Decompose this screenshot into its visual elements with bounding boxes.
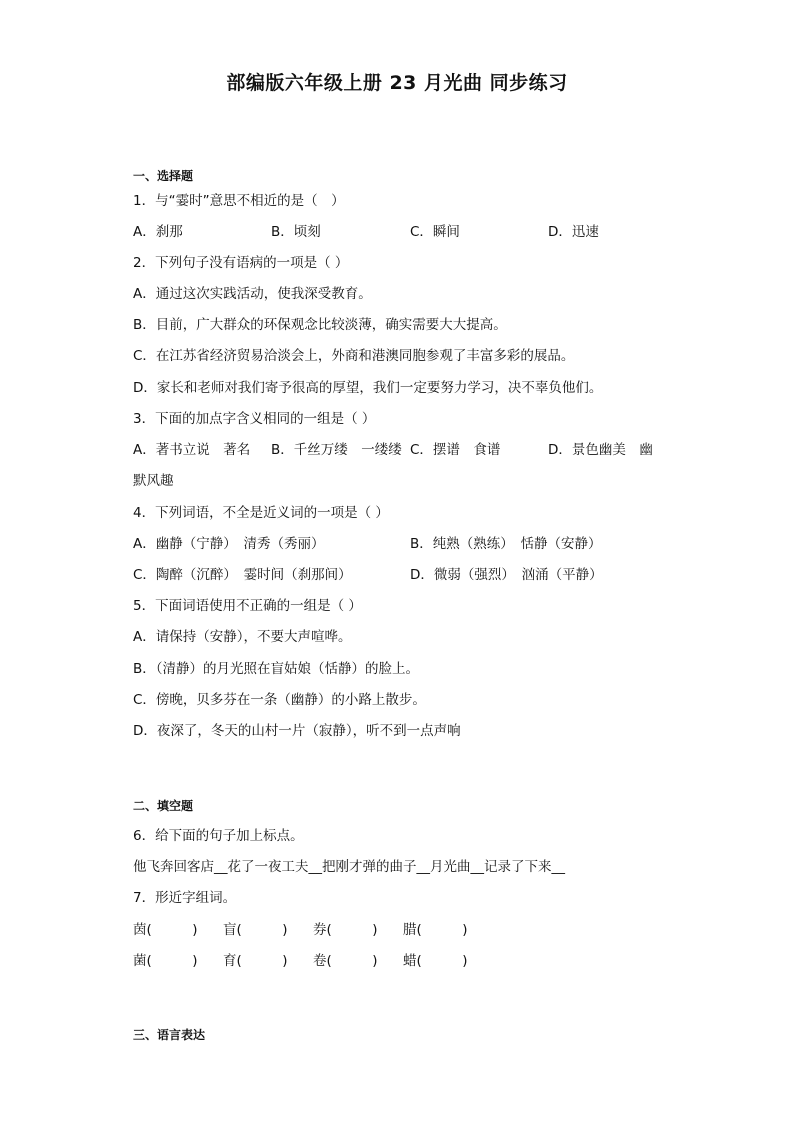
question-4-option-a: A．幽静（宁静） 清秀（秀丽）	[133, 536, 325, 552]
question-7-row1-item1: 茵( )	[133, 922, 198, 938]
question-3-option-a: A．著书立说 著名	[133, 442, 251, 458]
question-2-option-a: A．通过这次实践活动，使我深受教育。	[133, 286, 372, 302]
question-4-option-c: C．陶醉（沉醉） 霎时间（刹那间）	[133, 567, 352, 583]
question-1-option-b: B．顷刻	[271, 224, 321, 240]
question-7-row2-item2: 育( )	[223, 953, 288, 969]
question-2-stem: 2．下列句子没有语病的一项是（ ）	[133, 255, 349, 271]
question-3-option-d-continued: 默风趣	[133, 473, 174, 489]
question-1-option-d: D．迅速	[548, 224, 599, 240]
question-4-stem: 4．下列词语，不全是近义词的一项是（ ）	[133, 505, 389, 521]
question-7-stem: 7．形近字组词。	[133, 890, 237, 906]
question-3-option-c: C．摆谱 食谱	[410, 442, 501, 458]
document-title: 部编版六年级上册 23 月光曲 同步练习	[226, 72, 568, 94]
question-7-row2-item4: 蜡( )	[403, 953, 468, 969]
question-2-option-c: C．在江苏省经济贸易洽淡会上，外商和港澳同胞参观了丰富多彩的展品。	[133, 348, 575, 364]
question-3-option-b: B．千丝万缕 一缕缕	[271, 442, 402, 458]
question-7-row1-item3: 券( )	[313, 922, 378, 938]
question-6-sentence: 他飞奔回客店__花了一夜工夫__把刚才弹的曲子__月光曲__记录了下来__	[133, 859, 565, 875]
question-7-row2-item1: 菌( )	[133, 953, 198, 969]
question-7-row1-item2: 盲( )	[223, 922, 288, 938]
question-5-stem: 5．下面词语使用不正确的一组是（ ）	[133, 598, 362, 614]
question-2-option-d: D．家长和老师对我们寄予很高的厚望，我们一定要努力学习，决不辜负他们。	[133, 380, 603, 396]
section-title-choice: 一、选择题	[133, 169, 194, 183]
question-7-row1-item4: 腊( )	[403, 922, 468, 938]
question-7-row2-item3: 卷( )	[313, 953, 378, 969]
question-1-stem: 1．与“霎时”意思不相近的是（ ）	[133, 193, 345, 209]
question-2-option-b: B．目前，广大群众的环保观念比较淡薄，确实需要大大提高。	[133, 317, 507, 333]
section-title-fill-in: 二、填空题	[133, 799, 194, 813]
question-6-stem: 6．给下面的句子加上标点。	[133, 828, 304, 844]
question-3-option-d: D．景色幽美 幽	[548, 442, 653, 458]
question-1-option-c: C．瞬间	[410, 224, 460, 240]
question-5-option-c: C．傍晚，贝多芬在一条（幽静）的小路上散步。	[133, 692, 426, 708]
section-title-expression: 三、语言表达	[133, 1028, 206, 1042]
question-1-option-a: A．刹那	[133, 224, 183, 240]
question-3-stem: 3．下面的加点字含义相同的一组是（ ）	[133, 411, 376, 427]
question-4-option-d: D．微弱（强烈） 汹涌（平静）	[410, 567, 603, 583]
question-5-option-d: D．夜深了，冬天的山村一片（寂静），听不到一点声响	[133, 723, 461, 739]
question-5-option-b: B．（清静）的月光照在盲姑娘（恬静）的脸上。	[133, 661, 420, 677]
question-5-option-a: A．请保持（安静），不要大声喧哗。	[133, 629, 352, 645]
question-4-option-b: B．纯熟（熟练） 恬静（安静）	[410, 536, 602, 552]
